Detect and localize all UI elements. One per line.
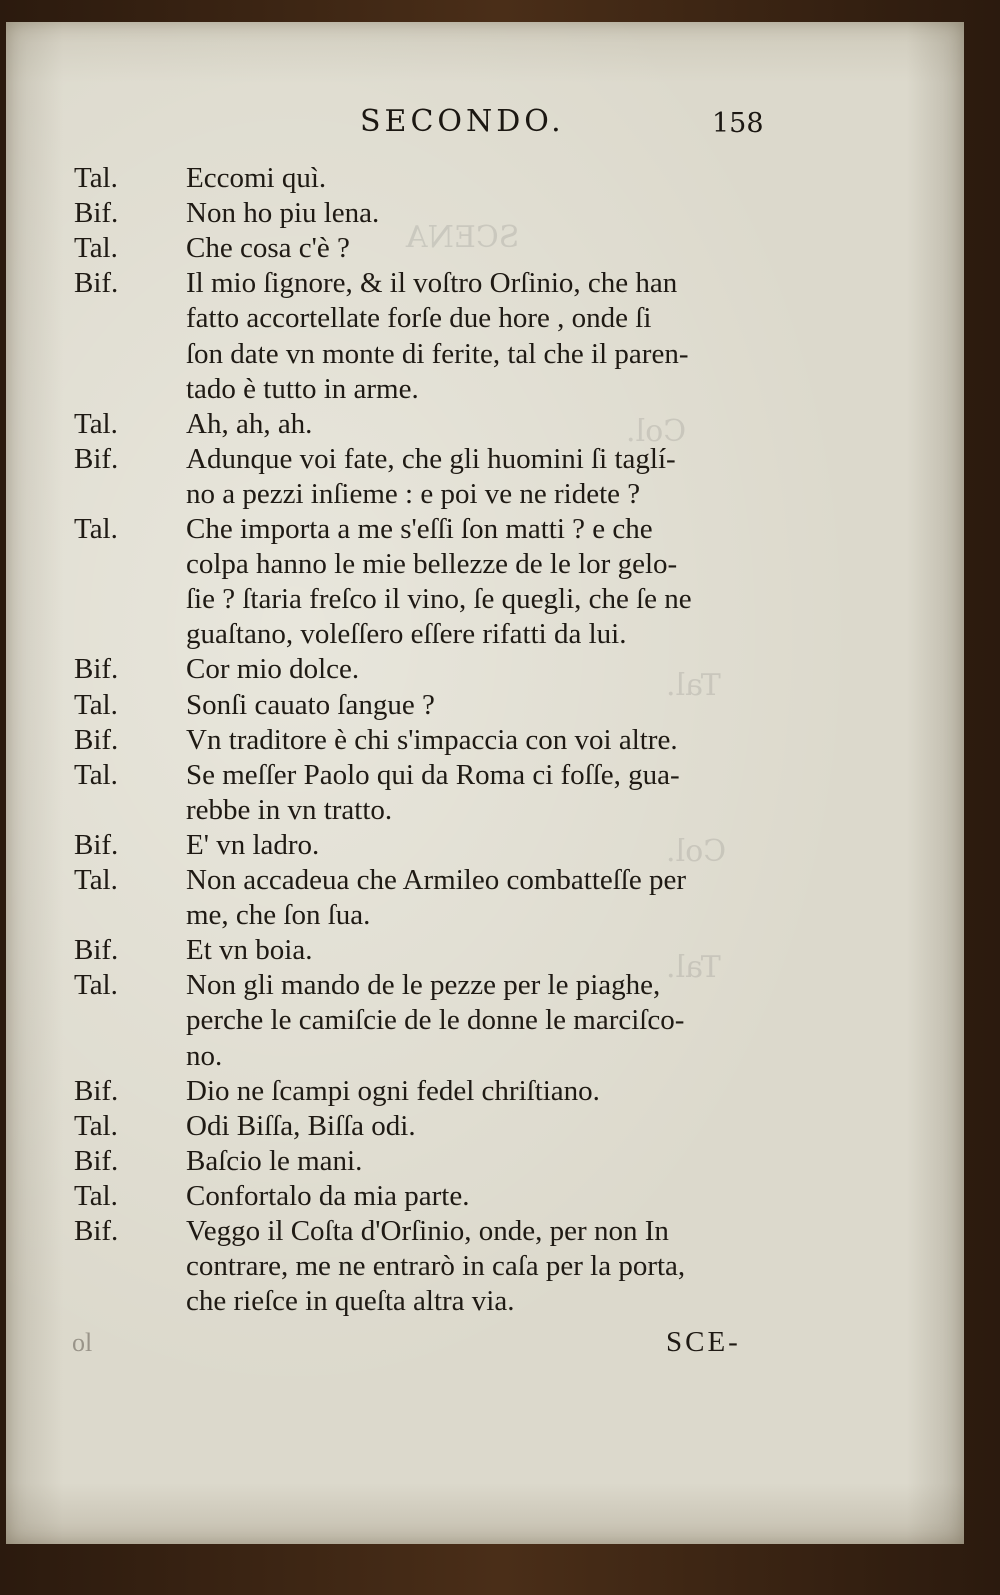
speaker-label: Bif. bbox=[74, 723, 119, 756]
speech-text: Eccomi quì. bbox=[186, 162, 327, 194]
speech-text: ſon date vn monte di ferite, tal che il paren- bbox=[186, 337, 689, 370]
speech-text: rebbe in vn tratto. bbox=[186, 793, 393, 826]
speech-text: fatto accortellate forſe due hore , onde ſi bbox=[186, 302, 652, 335]
show-through-text: Col. bbox=[626, 414, 687, 449]
speaker-label: Tal. bbox=[74, 232, 118, 265]
speaker-label: Tal. bbox=[74, 513, 118, 545]
speech-text: Vn traditore è chi s'impaccia con voi altre. bbox=[186, 723, 678, 756]
speaker-label: Tal. bbox=[74, 758, 118, 791]
speech-text: Veggo il Coſta d'Orſinio, onde, per non In bbox=[186, 1215, 669, 1247]
speaker-label: Tal. bbox=[74, 407, 118, 440]
speech-text: Il mio ſignore, & il voſtro Orſinio, che han bbox=[186, 267, 678, 300]
speaker-label: Bif. bbox=[74, 1144, 119, 1177]
speaker-label: Bif. bbox=[74, 1074, 119, 1107]
speech-text: colpa hanno le mie bellezze de le lor gelo- bbox=[186, 548, 678, 581]
speaker-label: Bif. bbox=[74, 653, 119, 686]
catchword: SCE- bbox=[666, 1326, 741, 1358]
speaker-label: Tal. bbox=[74, 1109, 118, 1142]
page-number: 158 bbox=[712, 108, 764, 139]
running-head: SECONDO. bbox=[360, 104, 565, 139]
speech-text: Non gli mando de le pezze per le piaghe, bbox=[186, 969, 661, 1002]
speech-text: Cor mio dolce. bbox=[186, 653, 360, 686]
speech-text: Et vn boia. bbox=[186, 934, 313, 967]
speaker-label: Tal. bbox=[74, 688, 118, 721]
show-through-text: SCENA bbox=[406, 220, 520, 255]
speaker-label: Bif. bbox=[74, 1215, 119, 1247]
speech-text: Ah, ah, ah. bbox=[186, 407, 313, 440]
speech-text: Baſcio le mani. bbox=[186, 1144, 363, 1177]
speaker-label: Tal. bbox=[74, 1179, 118, 1212]
speech-text: Sonſi cauato ſangue ? bbox=[186, 688, 435, 721]
show-through-text: Col. bbox=[666, 834, 727, 869]
speech-text: perche le camiſcie de le donne le marciſco- bbox=[186, 1004, 685, 1037]
speech-text: contrare, me ne entrarò in caſa per la porta, bbox=[186, 1250, 686, 1283]
show-through-text: Tal. bbox=[666, 668, 721, 703]
speech-text: no a pezzi inſieme : e poi ve ne ridete ? bbox=[186, 477, 641, 510]
speech-text: Non ho piu lena. bbox=[186, 197, 380, 230]
speaker-label: Bif. bbox=[74, 442, 119, 475]
speech-text: E' vn ladro. bbox=[186, 828, 320, 861]
speech-text: Che importa a me s'eſſi ſon matti ? e che bbox=[186, 513, 653, 545]
speaker-label: Tal. bbox=[74, 162, 118, 194]
speech-text: che rieſce in queſta altra via. bbox=[186, 1285, 515, 1318]
speech-text: Non accadeua che Armileo combatteſſe per bbox=[186, 864, 687, 896]
speech-text: Che cosa c'è ? bbox=[186, 232, 350, 265]
speech-text: Se meſſer Paolo qui da Roma ci foſſe, gua- bbox=[186, 758, 680, 791]
speaker-label: Bif. bbox=[74, 828, 119, 861]
speech-text: Odi Biſſa, Biſſa odi. bbox=[186, 1109, 416, 1142]
speaker-label: Tal. bbox=[74, 969, 118, 1002]
show-through-text: Tal. bbox=[666, 950, 721, 985]
speaker-label: Bif. bbox=[74, 934, 119, 967]
speaker-label: Bif. bbox=[74, 267, 119, 300]
signature-mark: ol bbox=[72, 1328, 93, 1357]
speech-text: Dio ne ſcampi ogni fedel chriſtiano. bbox=[186, 1074, 600, 1107]
speech-text: me, che ſon ſua. bbox=[186, 899, 371, 932]
speech-text: no. bbox=[186, 1039, 223, 1072]
speech-text: guaſtano, voleſſero eſſere rifatti da lui. bbox=[186, 618, 627, 651]
speech-text: ſie ? ſtaria freſco il vino, ſe quegli, che ſe ne bbox=[186, 583, 692, 616]
speech-text: tado è tutto in arme. bbox=[186, 372, 419, 405]
speech-text: Confortalo da mia parte. bbox=[186, 1179, 470, 1212]
speaker-label: Bif. bbox=[74, 197, 119, 230]
speaker-label: Tal. bbox=[74, 864, 118, 896]
speech-text: Adunque voi fate, che gli huomini ſi taglí- bbox=[186, 442, 676, 475]
